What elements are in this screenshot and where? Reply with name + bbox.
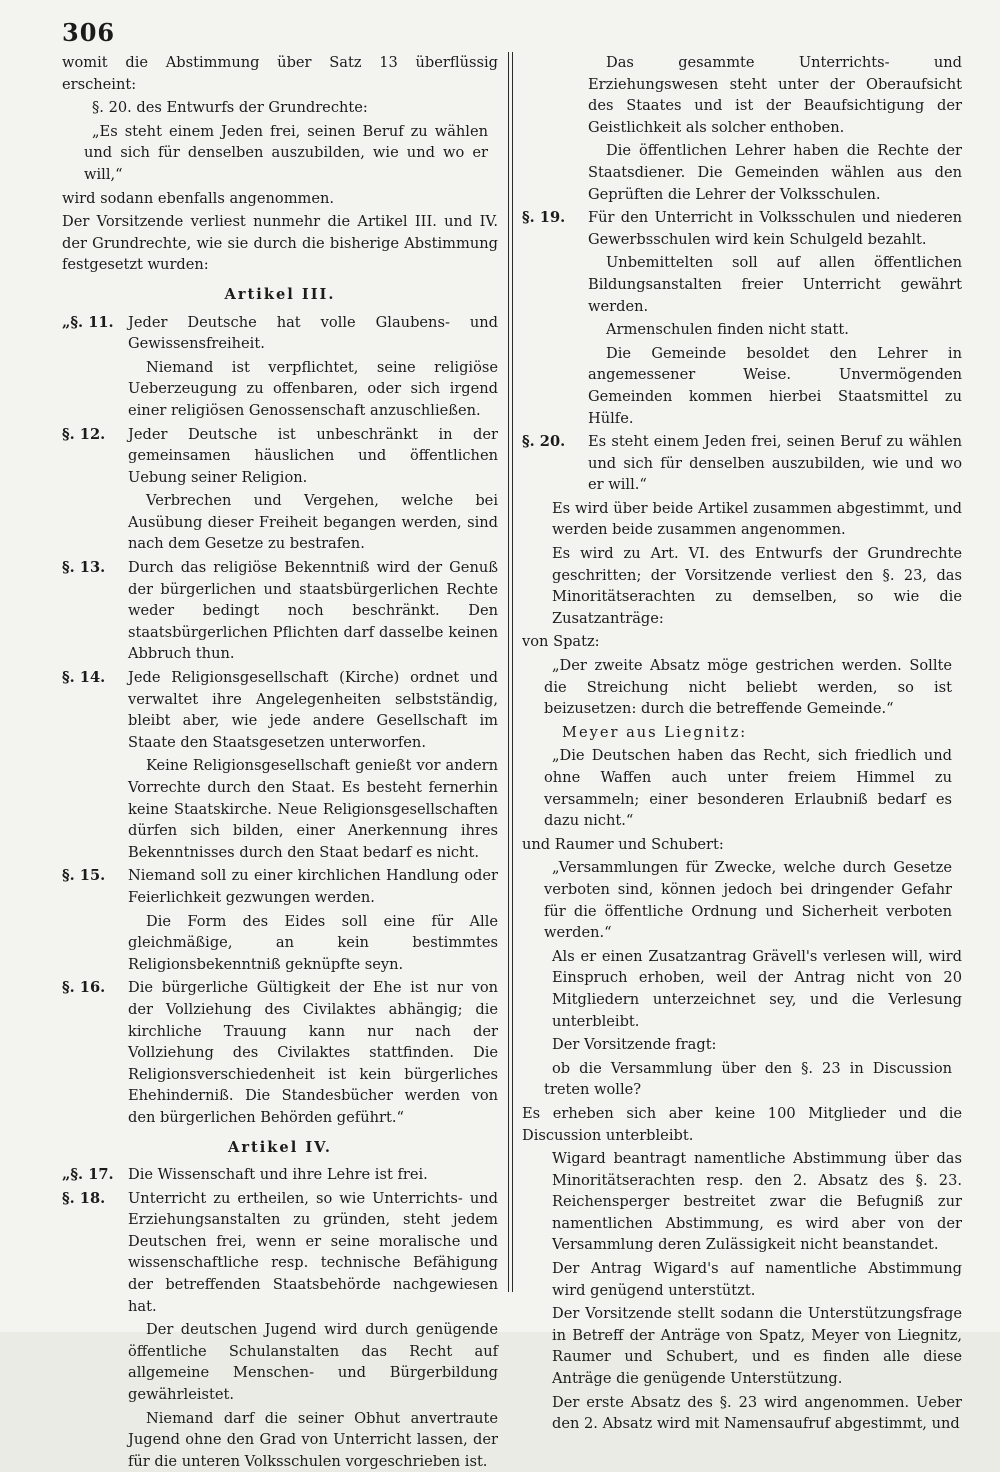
speaker-name: Meyer aus Liegnitz:: [562, 723, 748, 741]
sub-paragraph: Die Gemeinde besoldet den Lehrer in angemessener Weise. Unvermögenden Gemeinden kommen hierbei Staatsmittel zu Hülfe.: [588, 344, 962, 427]
section-text: Jeder Deutsche hat volle Glaubens- und Gewissensfreiheit.: [128, 313, 498, 353]
section-text: Die Wissenschaft und ihre Lehre ist frei.: [128, 1166, 428, 1184]
section-text: Für den Unterricht in Volksschulen und niederen Gewerbsschulen wird kein Schulgeld bezahlt.: [588, 209, 962, 248]
section-number: §. 18.: [62, 1189, 106, 1207]
text-paragraph: §. 20. des Entwurfs der Grundrechte:: [92, 99, 368, 117]
section-number: §. 19.: [522, 209, 566, 227]
text-paragraph: Der Vorsitzende stellt sodann die Unterstützungsfrage in Betreff der Anträge von Spatz, Meyer von Liegnitz, Raumer und Schubert, und es finden alle diese Anträge die genügende Unterstützung.: [552, 1305, 962, 1388]
paragraph-section: [62, 865, 498, 908]
text-paragraph: womit die Abstimmung über Satz 13 überflüssig erscheint:: [62, 54, 498, 93]
text-paragraph: Der erste Absatz des §. 23 wird angenommen. Ueber den 2. Absatz wird mit Namensaufruf abgestimmt, und: [552, 1393, 962, 1433]
section-text: Durch das religiöse Bekenntniß wird der Genuß der bürgerlichen und staatsbürgerlichen Rechte weder bedingt noch beschränkt. Den staatsbürgerlichen Pflichten darf dasselbe keinen Abbruch thun.: [128, 559, 498, 663]
text-paragraph: und Raumer und Schubert:: [522, 835, 724, 853]
paragraph-section: [522, 431, 962, 496]
text-paragraph: von Spatz:: [522, 633, 600, 651]
section-number: §. 20.: [522, 433, 566, 451]
article-heading: Artikel IV.: [228, 1138, 332, 1156]
sub-paragraph: Die öffentlichen Lehrer haben die Rechte der Staatsdiener. Die Gemeinden wählen aus den Geprüften die Lehrer der Volksschulen.: [588, 142, 962, 203]
section-number: §. 15.: [62, 867, 106, 885]
quoted-motion: „Versammlungen für Zwecke, welche durch Gesetze verboten sind, können jedoch bei dringender Gefahr für die öffentliche Ordnung und Sicherheit verboten werden.“: [544, 859, 952, 942]
text-paragraph: Es wird über beide Artikel zusammen abgestimmt, und werden beide zusammen angenommen.: [552, 499, 962, 539]
section-number: §. 12.: [62, 425, 106, 443]
section-text: Die bürgerliche Gültigkeit der Ehe ist nur von der Vollziehung des Civilaktes abhängig; die kirchliche Trauung kann nur nach der Vollziehung des Civilaktes stattfinden. Die Religionsverschiedenheit ist kein bürgerliches Ehehinderniß. Die Standesbücher werden von den bürgerlichen Behörden geführt.“: [128, 979, 498, 1126]
section-number: §. 14.: [62, 669, 106, 687]
text-paragraph: Als er einen Zusatzantrag Grävell's verlesen will, wird Einspruch erhoben, weil der Antrag nicht von 20 Mitgliedern unterzeichnet sey, und die Verlesung unterbleibt.: [552, 947, 962, 1030]
text-paragraph: wird sodann ebenfalls angenommen.: [62, 189, 335, 207]
text-paragraph: Der Vorsitzende verliest nunmehr die Artikel III. und IV. der Grundrechte, wie sie durch die bisherige Abstimmung festgesetzt wurden:: [62, 213, 498, 274]
column-divider: [508, 52, 513, 1292]
section-number: §. 16.: [62, 979, 106, 997]
page-number: 306: [62, 18, 116, 47]
section-text: Jeder Deutsche ist unbeschränkt in der gemeinsamen häuslichen und öffentlichen Uebung seiner Religion.: [128, 425, 498, 486]
sub-paragraph: Niemand ist verpflichtet, seine religiöse Ueberzeugung zu offenbaren, oder sich irgend einer religiösen Genossenschaft anzuschließen.: [128, 358, 498, 419]
paragraph-section: [62, 667, 498, 753]
section-number: „§. 11.: [62, 313, 114, 331]
paragraph-section: [62, 977, 498, 1128]
quoted-motion: „Die Deutschen haben das Recht, sich friedlich und ohne Waffen auch unter freiem Himmel zu versammeln; einer besonderen Erlaubniß bedarf es dazu nicht.“: [544, 747, 952, 830]
quoted-motion: ob die Versammlung über den §. 23 in Discussion treten wolle?: [544, 1059, 952, 1099]
right-column: [522, 52, 962, 1435]
quoted-motion: „Der zweite Absatz möge gestrichen werden. Sollte die Streichung nicht beliebt werden, so ist beizusetzen: durch die betreffende Gemeinde.“: [544, 657, 952, 718]
text-paragraph: Es erheben sich aber keine 100 Mitglieder und die Discussion unterbleibt.: [522, 1104, 962, 1144]
left-column: [62, 52, 498, 1472]
sub-paragraph: Das gesammte Unterrichts- und Erziehungswesen steht unter der Oberaufsicht des Staates und ist der Beaufsichtigung der Geistlichkeit als solcher enthoben.: [588, 54, 962, 136]
text-paragraph: Der Antrag Wigard's auf namentliche Abstimmung wird genügend unterstützt.: [552, 1260, 962, 1299]
section-text: Niemand soll zu einer kirchlichen Handlung oder Feierlichkeit gezwungen werden.: [128, 867, 498, 906]
article-heading: Artikel III.: [224, 285, 336, 303]
section-number: „§. 17.: [62, 1166, 114, 1184]
paragraph-section: [62, 1164, 498, 1186]
sub-paragraph: Niemand darf die seiner Obhut anvertraute Jugend ohne den Grad von Unterricht lassen, der für die unteren Volksschulen vorgeschrieben ist.: [128, 1409, 498, 1470]
sub-paragraph: Armenschulen finden nicht statt.: [606, 321, 849, 339]
section-text: Unterricht zu ertheilen, so wie Unterrichts- und Erziehungsanstalten zu gründen, steht jedem Deutschen frei, wenn er seine moralische und wissenschaftliche resp. technische Befähigung der betreffenden Staatsbehörde nachgewiesen hat.: [128, 1189, 498, 1315]
text-paragraph: Der Vorsitzende fragt:: [552, 1036, 717, 1054]
section-text: Jede Religionsgesellschaft (Kirche) ordnet und verwaltet ihre Angelegenheiten selbstständig, bleibt aber, wie jede andere Gesellschaft im Staate den Staatsgesetzen unterworfen.: [128, 669, 498, 751]
sub-paragraph: Die Form des Eides soll eine für Alle gleichmäßige, an kein bestimmtes Religionsbekenntniß geknüpfte seyn.: [128, 912, 498, 973]
paragraph-section: [522, 207, 962, 250]
sub-paragraph: Verbrechen und Vergehen, welche bei Ausübung dieser Freiheit begangen werden, sind nach dem Gesetze zu bestrafen.: [128, 492, 498, 553]
section-number: §. 13.: [62, 559, 106, 577]
sub-paragraph: Der deutschen Jugend wird durch genügende öffentliche Schulanstalten das Recht auf allgemeine Menschen- und Bürgerbildung gewährleistet.: [128, 1321, 498, 1404]
paragraph-section: [62, 557, 498, 665]
section-text: Es steht einem Jeden frei, seinen Beruf zu wählen und sich für denselben auszubilden, wie und wo er will.“: [588, 433, 962, 494]
paragraph-section: [62, 312, 498, 355]
paragraph-section: [62, 1188, 498, 1318]
text-paragraph: Es wird zu Art. VI. des Entwurfs der Grundrechte geschritten; der Vorsitzende verliest den §. 23, das Minoritätserachten zu demselben, so wie die Zusatzanträge:: [552, 545, 962, 627]
paragraph-section: [62, 424, 498, 489]
sub-paragraph: Unbemittelten soll auf allen öffentlichen Bildungsanstalten freier Unterricht gewährt werden.: [588, 254, 962, 315]
sub-paragraph: Keine Religionsgesellschaft genießt vor andern Vorrechte durch den Staat. Es besteht fernerhin keine Staatskirche. Neue Religionsgesellschaften dürfen sich bilden, einer Anerkennung ihres Bekenntnisses durch den Staat bedarf es nicht.: [128, 757, 498, 861]
text-paragraph: Wigard beantragt namentliche Abstimmung über das Minoritätserachten resp. den 2. Absatz des §. 23. Reichensperger bestreitet zwar die Befugniß zur namentlichen Abstimmung, es wird aber von der Versammlung deren Zulässigkeit nicht beanstandet.: [552, 1150, 962, 1254]
quoted-motion: „Es steht einem Jeden frei, seinen Beruf zu wählen und sich für denselben auszubilden, wie und wo er will,“: [84, 122, 488, 183]
